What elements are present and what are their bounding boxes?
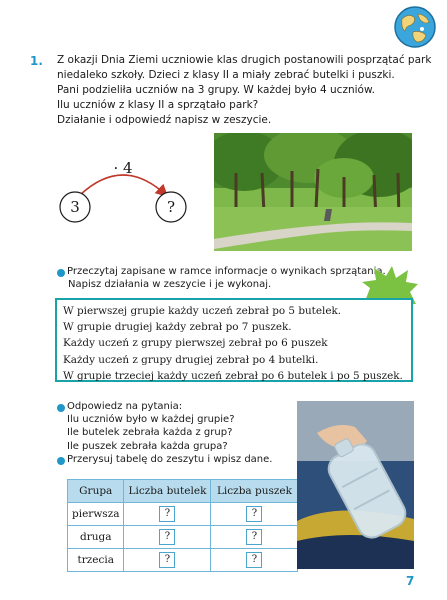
multiplication-arrow-diagram [58,150,208,230]
earth-globe-icon [393,5,437,49]
questions-block [57,400,272,466]
exercise-line: Z okazji Dnia Ziemi uczniowie klas drugich postanowili posprzątać park [57,54,432,66]
info-line: W grupie drugiej każdy zebrał po 7 puszek. [63,321,292,334]
exercise-number: 1. [30,54,43,68]
questions-intro: Odpowiedz na pytania: [67,401,183,412]
result-value: ? [166,198,176,216]
question-item: Ile butelek zebrała każda z grup? [67,427,233,439]
cell-bottles [124,526,211,549]
cell-cans [211,526,298,549]
park-photo [214,133,412,251]
question-box: ? [159,552,175,568]
header-group: Grupa [68,480,124,503]
table-header-row [68,480,298,503]
info-line: Każdy uczeń z grupy drugiej zebrał po 4 butelki. [63,353,319,366]
operator-label: · 4 [113,159,133,177]
reading-task-text [67,265,386,291]
info-line: Każdy uczeń z grupy pierwszej zebrał po 6 puszek [63,337,328,350]
exercise-line: Pani podzieliła uczniów na 3 grupy. W każdej było 4 uczniów. [57,84,375,96]
question-box: ? [246,506,262,522]
start-value: 3 [70,198,80,216]
row-group: pierwsza [68,503,124,526]
reading-task-line: Przeczytaj zapisane w ramce informacje o wynikach sprzątania. [67,266,386,277]
question-box: ? [246,529,262,545]
question-box: ? [159,529,175,545]
question-item: Ilu uczniów było w każdej grupie? [67,414,235,426]
exercise-text [57,53,432,128]
table-row [68,526,298,549]
row-group: trzecia [68,549,124,572]
bullet-icon [57,269,65,277]
table-row [68,503,298,526]
bottle-recycling-photo [297,401,414,569]
table-row [68,549,298,572]
exercise-line: Ilu uczniów z klasy II a sprzątało park? [57,99,259,111]
exercise-line: niedaleko szkoły. Dzieci z klasy II a miały zebrać butelki i puszki. [57,69,395,81]
cell-bottles [124,549,211,572]
question-box: ? [159,506,175,522]
cell-cans [211,503,298,526]
page-number: 7 [406,574,415,588]
info-box [55,298,413,382]
cell-bottles [124,503,211,526]
info-line: W pierwszej grupie każdy uczeń zebrał po 5 butelek. [63,305,342,317]
row-group: druga [68,526,124,549]
header-cans: Liczba puszek [211,480,298,503]
question-item: Ile puszek zebrała każda grupa? [67,440,228,452]
exercise-line: Działanie i odpowiedź napisz w zeszycie. [57,114,272,126]
reading-task-line: Napisz działania w zeszycie i je wykonaj. [68,279,272,290]
question-box: ? [246,552,262,568]
header-bottles: Liczba butelek [124,480,211,503]
cell-cans [211,549,298,572]
table-task: Przerysuj tabelę do zeszytu i wpisz dane. [67,453,273,465]
info-line: W grupie trzeciej każdy uczeń zebrał po 6 butelek i po 5 puszek. [63,369,403,382]
results-table [67,479,298,572]
arrow [80,175,166,195]
